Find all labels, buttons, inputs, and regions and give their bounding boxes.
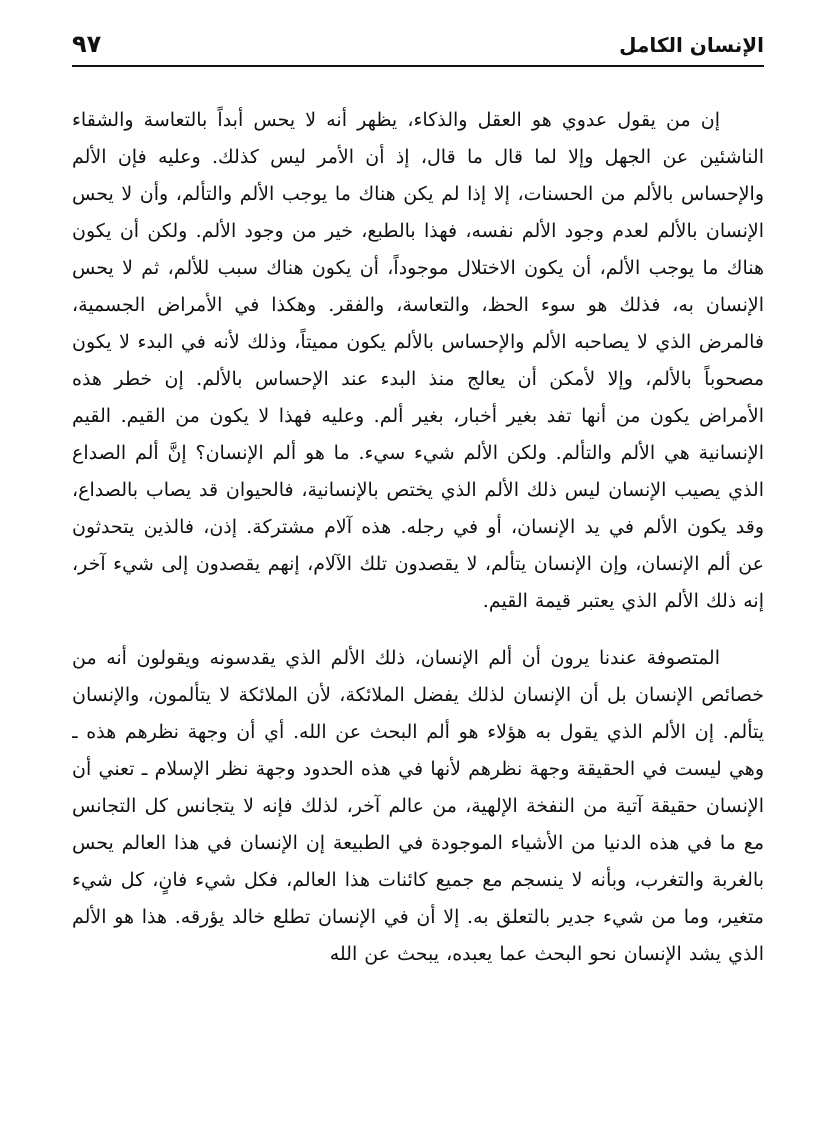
book-page (72, 20, 764, 1130)
body-text (72, 102, 764, 973)
header-title: الإنسان الكامل (619, 33, 764, 57)
header-rule (72, 65, 764, 67)
paragraph: إن من يقول عدوي هو العقل والذكاء، يظهر أنه لا يحس أبداً بالتعاسة والشقاء الناشئين عن الجهل وإلا لما قال ما قال، إذ أن الأمر ليس كذلك. وعليه فإن الألم والإحساس بالألم من الحسنات، إلا إذا لم يكن هناك ما يوجب الألم والتألم، وأن لا يحس الإنسان بالألم لعدم وجود الألم نفسه، فهذا بالطبع، خير من وجود الألم. ولكن أن يكون هناك ما يوجب الألم، أن يكون الاختلال موجوداً، أن يكون هناك سبب للألم، ثم لا يحس الإنسان به، فذلك هو سوء الحظ، والتعاسة، والفقر. وهكذا في الأمراض الجسمية، فالمرض الذي لا يصاحبه الألم والإحساس بالألم يكون مميتاً، وذلك لأنه في البدء لا يكون مصحوباً بالألم، وإلا لأمكن أن يعالج منذ البدء عند الإحساس بالألم. إن خطر هذه الأمراض يكون من أنها تفد بغير أخبار، بغير ألم. وعليه فهذا لا يكون من القيم. القيم الإنسانية هي الألم والتألم. ولكن الألم شيء سيء. ما هو ألم الإنسان؟ إنَّ ألم الصداع الذي يصيب الإنسان ليس ذلك الألم الذي يختص بالإنسانية، فالحيوان قد يصاب بالصداع، وقد يكون الألم في يد الإنسان، أو في رجله. هذه آلام مشتركة. إذن، فالذين يتحدثون عن ألم الإنسان، وإن الإنسان يتألم، لا يقصدون تلك الآلام، إنهم يقصدون إلى شيء آخر، إنه ذلك الألم الذي يعتبر قيمة القيم. (72, 109, 764, 612)
paragraph: المتصوفة عندنا يرون أن ألم الإنسان، ذلك الألم الذي يقدسونه ويقولون أنه من خصائص الإنسان بل أن الإنسان لذلك يفضل الملائكة، لأن الملائكة لا يتألمون، والإنسان يتألم. إن الألم الذي يقول به هؤلاء هو ألم البحث عن الله. أي أن وجهة نظرهم هذه ـ وهي ليست في الحقيقة وجهة نظرهم لأنها في هذه الحدود وجهة نظر الإسلام ـ تعني أن الإنسان حقيقة آتية من النفخة الإلهية، من عالم آخر، لذلك فإنه لا يتجانس كل التجانس مع ما في هذه الدنيا من الأشياء الموجودة في الطبيعة إن الإنسان في هذا العالم يحس بالغربة والتغرب، وبأنه لا ينسجم مع جميع كائنات هذا العالم، فكل شيء فانٍ، كل شيء متغير، وما من شيء جدير بالتعلق به. إلا أن في الإنسان تطلع خالد يؤرقه. هذا هو الألم الذي يشد الإنسان نحو البحث عما يعبده، يبحث عن الله (72, 647, 764, 965)
page-number: ٩٧ (72, 30, 102, 58)
running-header (72, 20, 764, 64)
